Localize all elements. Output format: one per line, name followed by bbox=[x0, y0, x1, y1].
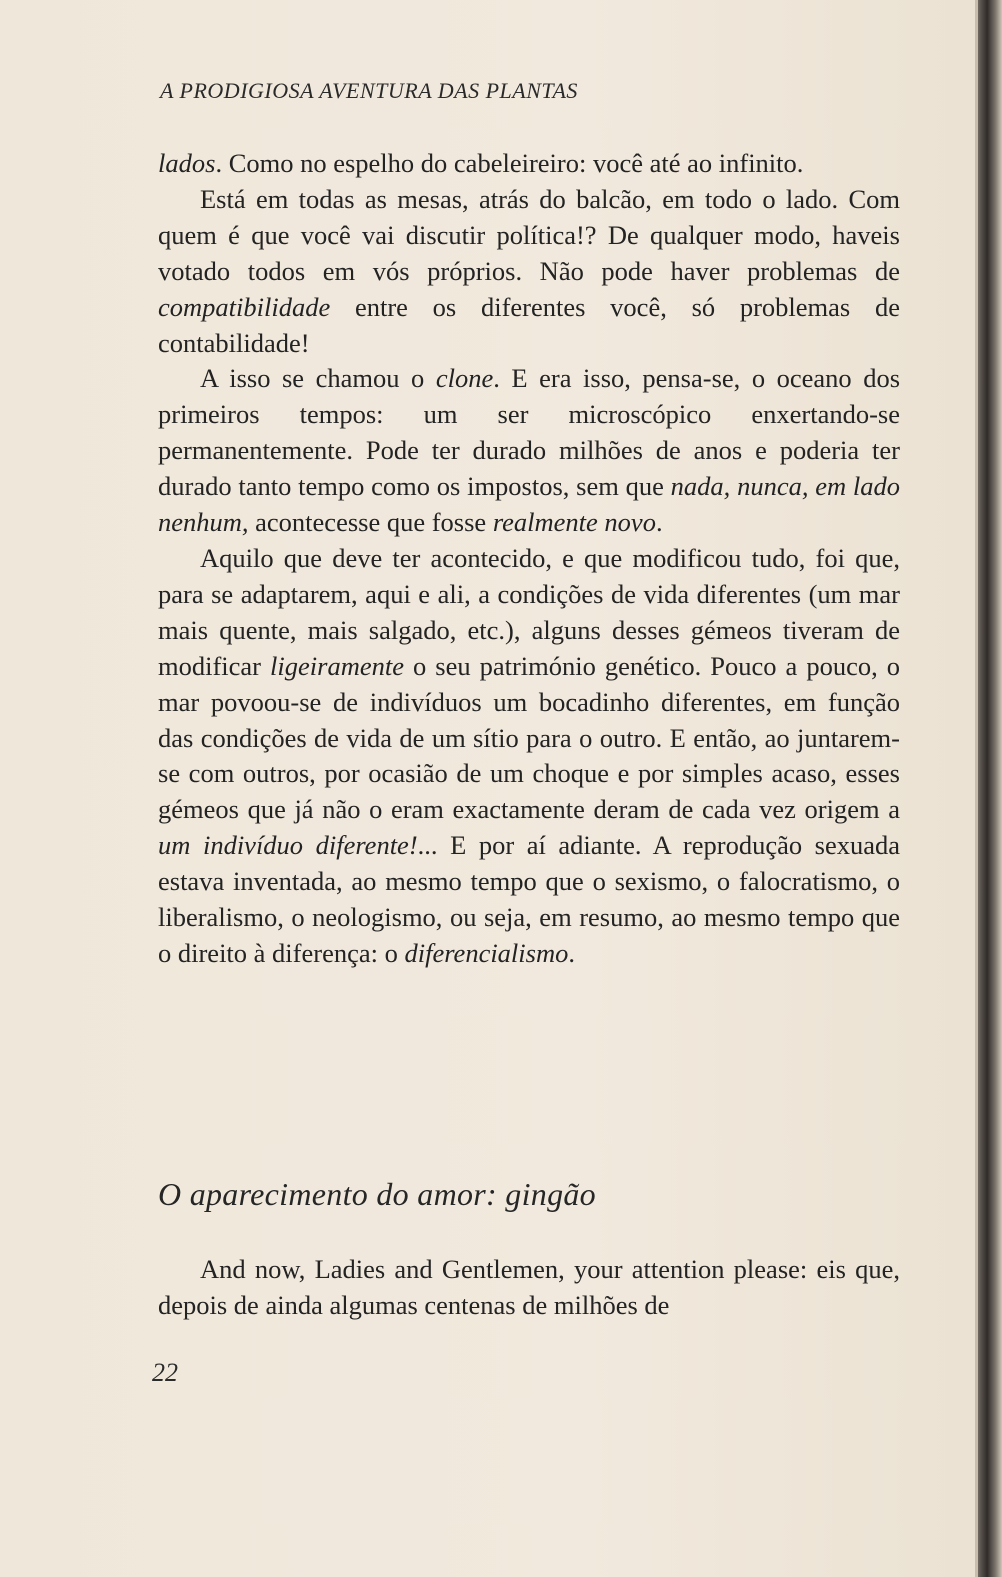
section-heading: O aparecimento do amor: gingão bbox=[158, 1176, 596, 1212]
section-text bbox=[158, 1251, 900, 1323]
text-segment: ... E por aí adiante. A reprodução sexuada estava inventada, ao mesmo tempo que o sexismo, o falocratismo, o liberalismo, o neologismo, ou seja, em resumo, ao mesmo tempo que o direito à diferença: o bbox=[158, 830, 901, 968]
italic-text: lados bbox=[158, 148, 216, 178]
body-paragraph bbox=[158, 361, 900, 541]
text-segment: . bbox=[568, 937, 575, 968]
running-head: A PRODIGIOSA AVENTURA DAS PLANTAS bbox=[160, 78, 578, 103]
book-spine-edge bbox=[975, 0, 1002, 1577]
body-paragraph bbox=[158, 182, 900, 362]
text-segment: Aquilo que deve ter acontecido, e que modificou tudo, foi que, para se adaptarem, aqui e ali, a condições de vida diferentes (um mar mais quente, mais salgado, etc.), alguns desses gémeos tiveram de modificar bbox=[158, 542, 900, 681]
italic-text: clone bbox=[435, 363, 494, 394]
body-paragraph bbox=[158, 541, 900, 972]
text-segment: Está em todas as mesas, atrás do balcão, em todo o lado. Com quem é que você vai discutir política!? De qualquer modo, haveis votado todos em vós próprios. Não pode haver problemas de bbox=[158, 183, 900, 286]
page-number: 22 bbox=[152, 1358, 178, 1387]
body-paragraph bbox=[158, 146, 900, 182]
text-segment: . Como no espelho do cabeleireiro: você até ao infinito. bbox=[215, 148, 804, 178]
italic-text: realmente novo bbox=[492, 507, 656, 538]
text-segment: . E era isso, pensa-se, o oceano dos primeiros tempos: um ser microscópico enxertando-se permanentemente. Pode ter durado milhões de anos e poderia ter durado tanto tempo como os impostos, sem que bbox=[158, 363, 901, 502]
text-segment: o seu património genético. Pouco a pouco, o mar povoou-se de indivíduos um bocadinho diferentes, em função das condições de vida de um sítio para o outro. E então, ao juntarem-se com outros, por ocasião de um choque e por simples acaso, esses gémeos que já não o eram exactamente deram de cada vez origem a bbox=[158, 650, 900, 825]
section-paragraph: And now, Ladies and Gentlemen, your attention please: eis que, depois de ainda algumas centenas de milhões de bbox=[158, 1254, 900, 1320]
italic-text: um indivíduo diferente! bbox=[158, 830, 418, 861]
text-segment: entre os diferentes você, só problemas de contabilidade! bbox=[158, 291, 900, 358]
text-segment: acontecesse que fosse bbox=[248, 507, 493, 538]
italic-text: compatibilidade bbox=[158, 291, 331, 322]
italic-text: diferencialismo bbox=[404, 937, 569, 968]
text-segment: A isso se chamou o bbox=[200, 363, 436, 394]
italic-text: ligeiramente bbox=[270, 650, 404, 681]
italic-text: nada, nunca, em lado nenhum, bbox=[158, 471, 900, 538]
text-segment: . bbox=[655, 507, 663, 538]
body-text bbox=[158, 146, 900, 972]
